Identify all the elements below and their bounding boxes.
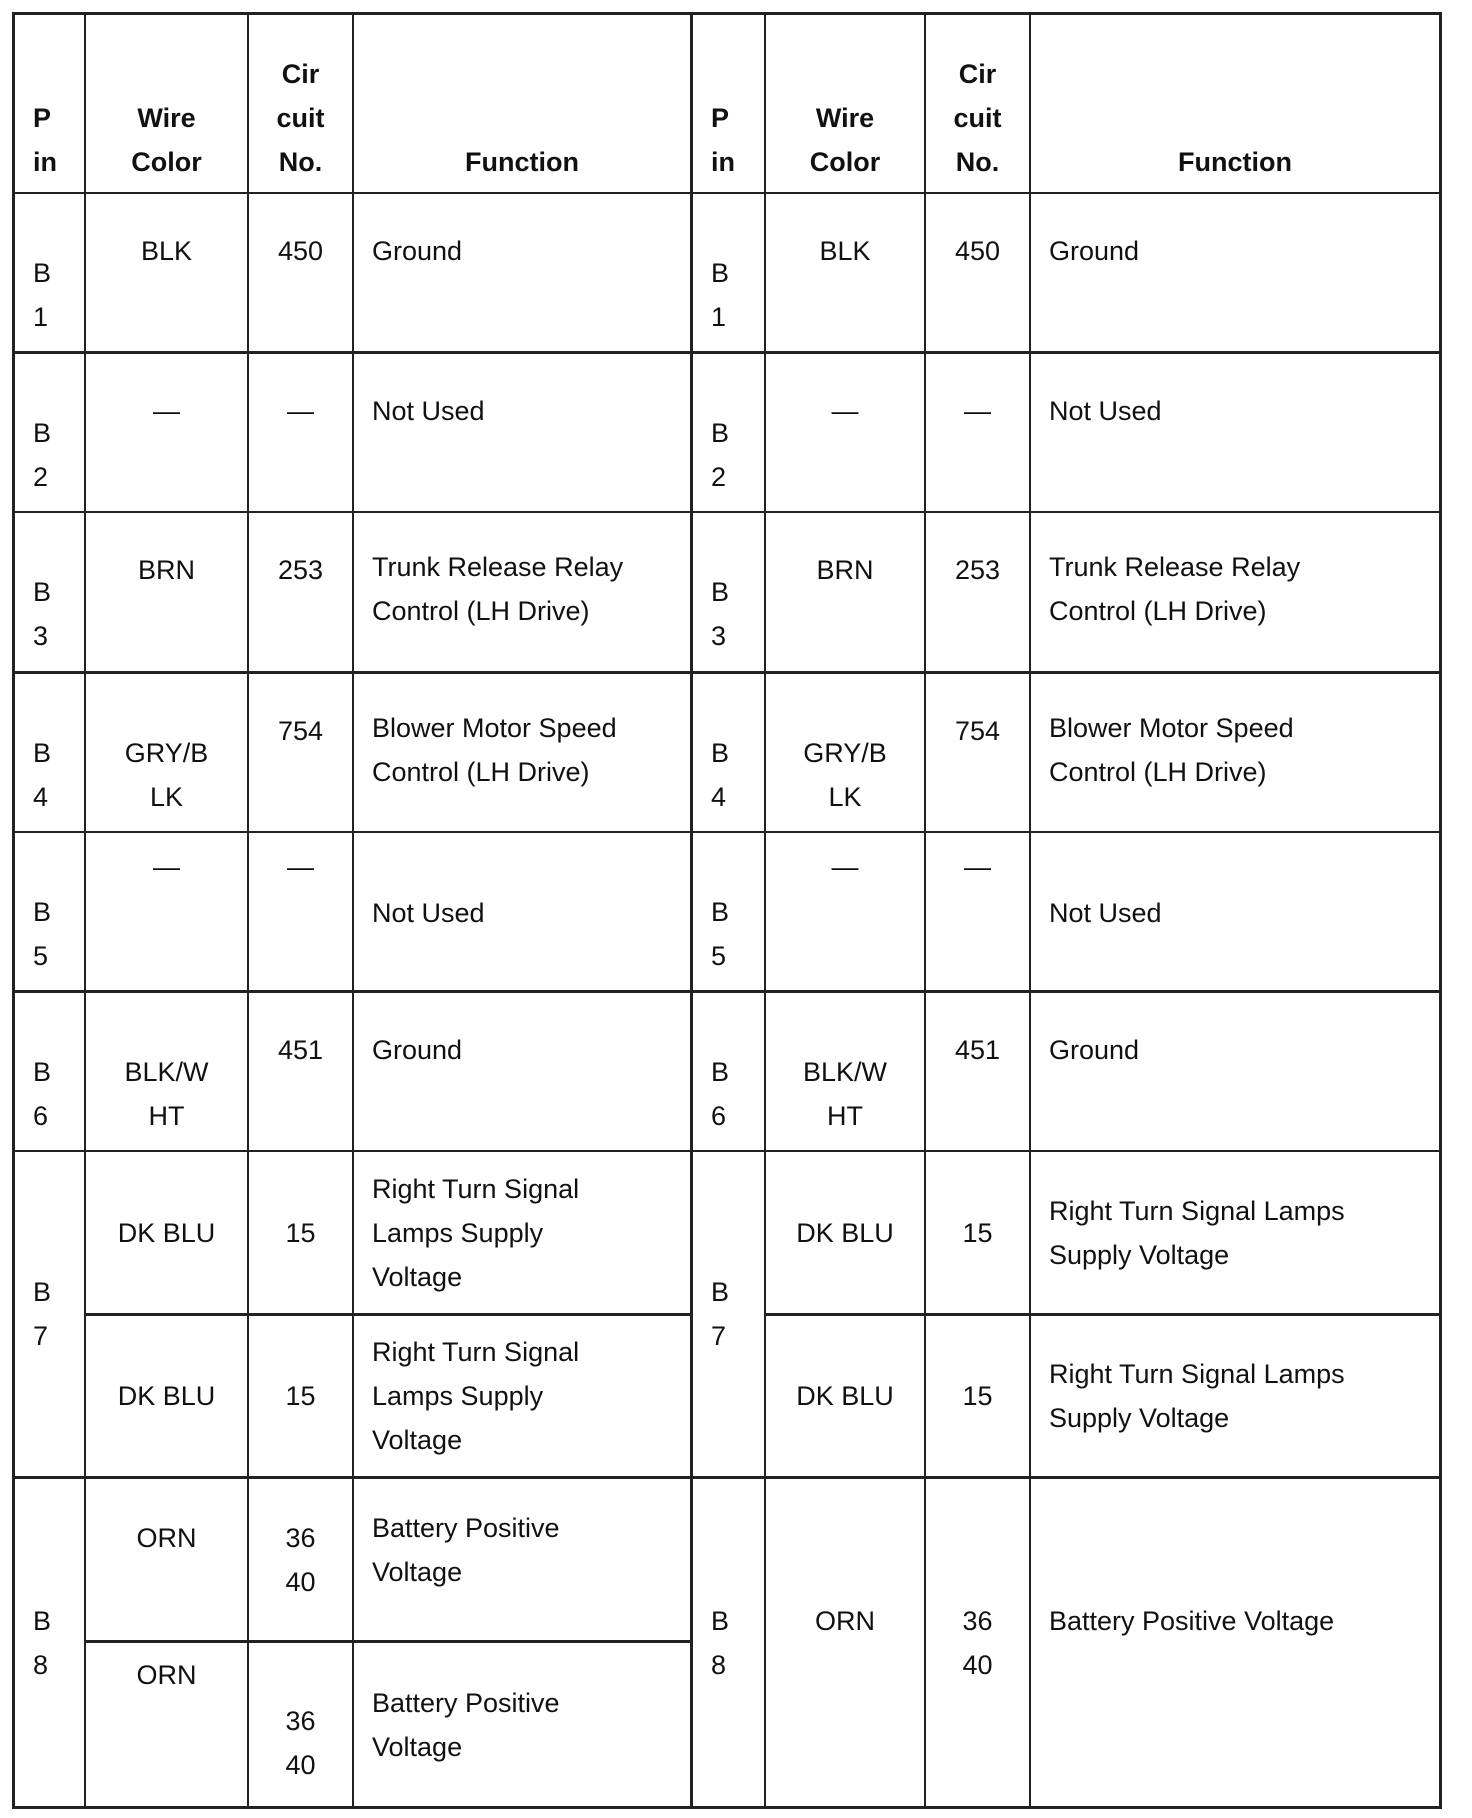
- circuit-cell: 451: [954, 1034, 1001, 1065]
- function-cell: Right Turn Signal Lamps Supply Voltage: [372, 1337, 580, 1455]
- function-cell: Battery Positive Voltage: [1049, 1605, 1335, 1636]
- pin-cell: B 8: [711, 1605, 730, 1680]
- circuit-cell: —: [964, 395, 991, 426]
- function-cell: Battery Positive Voltage: [372, 1512, 560, 1587]
- function-cell: Right Turn Signal Lamps Supply Voltage: [1049, 1195, 1345, 1270]
- header-function: Function: [1178, 147, 1292, 177]
- wire-color-cell: ORN: [136, 1522, 197, 1553]
- pin-cell: B 7: [33, 1277, 52, 1351]
- wire-color-cell: GRY/B LK: [124, 737, 209, 812]
- circuit-cell: 754: [277, 715, 324, 746]
- pin-cell: B 3: [711, 577, 730, 651]
- header-wire-color: Wire Color: [809, 103, 881, 177]
- circuit-cell: 36 40: [285, 1522, 316, 1597]
- pinout-table: [12, 12, 1442, 1809]
- function-cell: Right Turn Signal Lamps Supply Voltage: [1049, 1359, 1345, 1433]
- wire-color-cell: ORN: [136, 1660, 197, 1690]
- wire-color-cell: —: [153, 395, 180, 426]
- circuit-cell: —: [287, 852, 314, 882]
- grid-line: [1439, 12, 1442, 1809]
- function-cell: Battery Positive Voltage: [372, 1687, 560, 1762]
- function-cell: Blower Motor Speed Control (LH Drive): [1049, 712, 1294, 787]
- wire-color-cell: BLK/W HT: [802, 1056, 888, 1131]
- function-cell: Not Used: [372, 897, 485, 928]
- pin-cell: B 5: [711, 896, 730, 971]
- circuit-cell: 15: [285, 1217, 316, 1248]
- function-cell: Ground: [1049, 1034, 1140, 1065]
- circuit-cell: 15: [285, 1381, 316, 1411]
- circuit-cell: 451: [277, 1034, 324, 1065]
- pin-cell: B 6: [711, 1056, 730, 1131]
- pin-cell: B 8: [33, 1605, 52, 1680]
- header-circuit-no: Cir cuit No.: [953, 59, 1002, 177]
- pin-cell: B 1: [33, 257, 52, 332]
- wire-color-cell: —: [831, 395, 859, 426]
- circuit-cell: —: [287, 395, 314, 426]
- circuit-cell: 15: [962, 1381, 993, 1411]
- circuit-cell: 253: [954, 555, 1001, 585]
- function-cell: Trunk Release Relay Control (LH Drive): [1049, 552, 1301, 626]
- function-cell: Not Used: [372, 395, 485, 426]
- wire-color-cell: DK BLU: [796, 1217, 894, 1248]
- circuit-cell: 36 40: [962, 1605, 993, 1680]
- function-cell: Right Turn Signal Lamps Supply Voltage: [372, 1173, 580, 1292]
- grid-line: [12, 1806, 1442, 1809]
- pin-cell: B 4: [711, 737, 730, 812]
- circuit-cell: 450: [954, 235, 1001, 266]
- pin-cell: B 7: [711, 1277, 730, 1351]
- pin-cell: B 2: [711, 417, 730, 492]
- wire-color-cell: BLK: [140, 235, 193, 266]
- circuit-cell: 253: [277, 555, 324, 585]
- function-cell: Not Used: [1049, 897, 1162, 928]
- wire-color-cell: BLK/W HT: [124, 1056, 209, 1131]
- header-pin: P in: [711, 103, 735, 177]
- pin-cell: B 4: [33, 737, 52, 812]
- header-circuit-no: Cir cuit No.: [276, 59, 325, 177]
- header-function: Function: [465, 147, 579, 177]
- wire-color-cell: DK BLU: [796, 1381, 894, 1411]
- function-cell: Ground: [1049, 235, 1140, 266]
- function-cell: Ground: [372, 1034, 463, 1065]
- wire-color-cell: GRY/B LK: [803, 737, 887, 812]
- function-cell: Trunk Release Relay Control (LH Drive): [372, 552, 624, 626]
- pin-cell: B 1: [711, 257, 730, 332]
- wire-color-cell: DK BLU: [117, 1217, 216, 1248]
- pin-cell: B 3: [33, 577, 52, 651]
- function-cell: Ground: [372, 235, 463, 266]
- circuit-cell: —: [964, 852, 991, 882]
- function-cell: Blower Motor Speed Control (LH Drive): [372, 712, 617, 787]
- circuit-cell: 754: [954, 715, 1001, 746]
- circuit-cell: 36 40: [285, 1705, 316, 1780]
- wire-color-cell: —: [831, 852, 859, 882]
- function-cell: Not Used: [1049, 395, 1162, 426]
- pin-cell: B 2: [33, 417, 52, 492]
- circuit-cell: 15: [962, 1217, 993, 1248]
- pin-cell: B 6: [33, 1056, 52, 1131]
- pin-cell: B 5: [33, 896, 52, 971]
- wire-color-cell: BRN: [137, 555, 195, 585]
- circuit-cell: 450: [277, 235, 324, 266]
- wire-color-cell: DK BLU: [117, 1381, 216, 1411]
- header-pin: P in: [33, 103, 57, 177]
- wire-color-cell: —: [153, 852, 180, 882]
- wire-color-cell: ORN: [815, 1605, 875, 1636]
- wire-color-cell: BLK: [819, 235, 871, 266]
- header-wire-color: Wire Color: [131, 103, 202, 177]
- wire-color-cell: BRN: [816, 555, 874, 585]
